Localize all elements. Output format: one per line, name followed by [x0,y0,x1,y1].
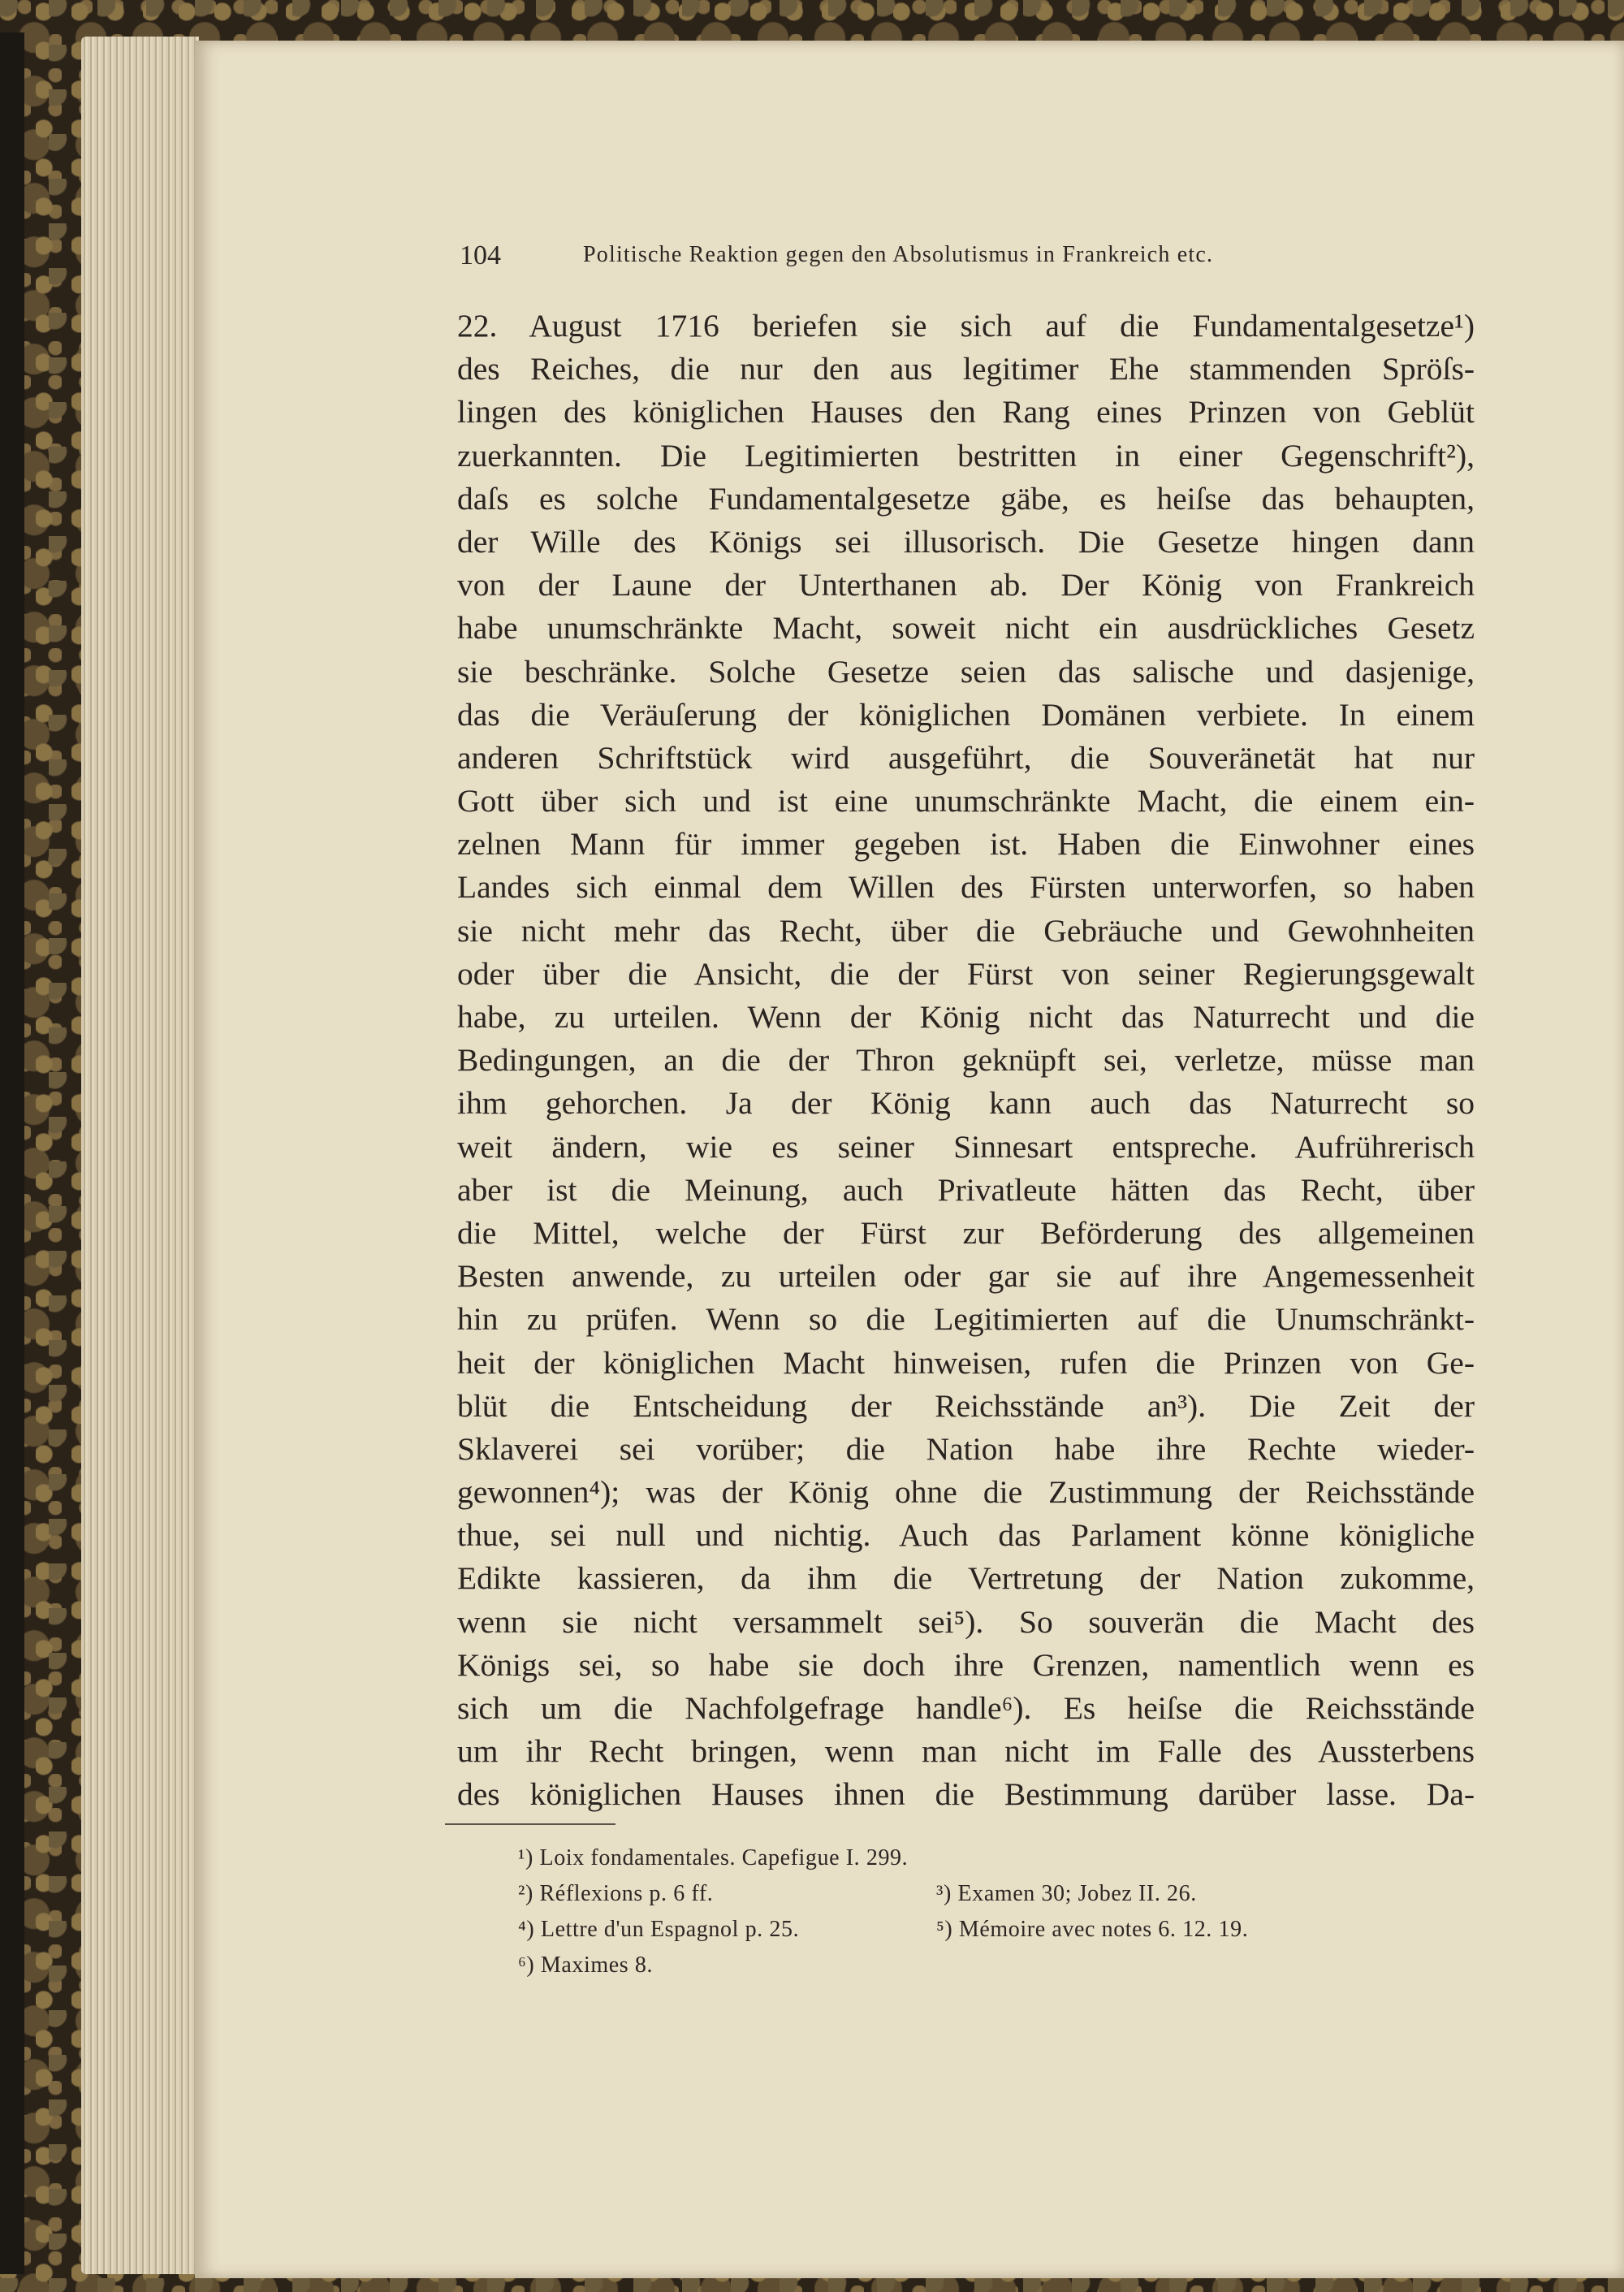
text-line: anderen Schriftstück wird ausgeführt, die Souveränetät hat nur [457,739,1475,776]
text-line: zuerkannten. Die Legitimierten bestritten in einer Gegenschrift²), [457,437,1475,474]
text-line: ihm gehorchen. Ja der König kann auch das Naturrecht so [457,1085,1475,1122]
text-line: Besten anwende, zu urteilen oder gar sie auf ihre Angemessenheit [457,1258,1475,1295]
footnote-row [518,1912,1411,1948]
footnote-row [518,1948,1411,1983]
text-line: daſs es solche Fundamentalgesetze gäbe, es heiſse das behaupten, [457,480,1475,517]
page-number: 104 [460,240,501,270]
footnote-1: ¹) Loix fondamentales. Capefigue I. 299. [518,1845,909,1870]
text-line: habe unumschränkte Macht, soweit nicht ein ausdrückliches Gesetz [457,610,1475,647]
text-line: Bedingungen, an die der Thron geknüpft sei, verletze, müsse man [457,1042,1475,1079]
footnote-row [518,1840,1411,1876]
text-line: Landes sich einmal dem Willen des Fürsten unterworfen, so haben [457,869,1475,906]
text-line: Sklaverei sei vorüber; die Nation habe ihre Rechte wieder- [457,1430,1475,1467]
text-line: Königs sei, so habe sie doch ihre Grenzen, namentlich wenn es [457,1646,1475,1683]
text-line: des königlichen Hauses ihnen die Bestimmung darüber lasse. Da- [457,1776,1475,1813]
running-head [460,237,1353,275]
text-line: lingen des königlichen Hauses den Rang eines Prinzen von Geblüt [457,394,1475,430]
book-spine-edge [0,32,24,2274]
text-line: weit ändern, wie es seiner Sinnesart entspreche. Aufrührerisch [457,1128,1475,1165]
text-line: sie nicht mehr das Recht, über die Gebräuche und Gewohnheiten [457,912,1475,949]
text-line: die Mittel, welche der Fürst zur Beförderung des allgemeinen [457,1214,1475,1251]
running-title: Politische Reaktion gegen den Absolutismus in Frankreich etc. [583,242,1214,267]
text-line: sich um die Nachfolgefrage handle⁶). Es heiſse die Reichsstände [457,1690,1475,1726]
text-line: gewonnen⁴); was der König ohne die Zustimmung der Reichsstände [457,1474,1475,1511]
footnote-rule [445,1823,615,1825]
text-line: wenn sie nicht versammelt sei⁵). So souverän die Macht des [457,1603,1475,1640]
text-line: 22. August 1716 beriefen sie sich auf die Fundamentalgesetze¹) [457,308,1475,344]
footnote-4: ⁴) Lettre d'un Espagnol p. 25. [518,1917,800,1942]
footnotes [518,1840,1411,1983]
text-line: des Reiches, die nur den aus legitimer Ehe stammenden Spröſs- [457,351,1475,387]
main-text [457,305,1475,1817]
text-line: der Wille des Königs sei illusorisch. Die Gesetze hingen dann [457,523,1475,560]
page-stack-edge [81,37,199,2274]
text-line: sie beschränke. Solche Gesetze seien das salische und dasjenige, [457,653,1475,690]
text-line: oder über die Ansicht, die der Fürst von seiner Regierungsgewalt [457,955,1475,992]
text-line: blüt die Entscheidung der Reichsstände an³). Die Zeit der [457,1387,1475,1424]
text-line: habe, zu urteilen. Wenn der König nicht das Naturrecht und die [457,999,1475,1035]
text-line: Gott über sich und ist eine unumschränkte Macht, die einem ein- [457,783,1475,819]
text-line: thue, sei null und nichtig. Auch das Parlament könne königliche [457,1517,1475,1554]
text-line: um ihr Recht bringen, wenn man nicht im Falle des Aussterbens [457,1733,1475,1770]
footnote-row [518,1876,1411,1912]
footnote-3: ³) Examen 30; Jobez II. 26. [936,1881,1197,1906]
text-line: heit der königlichen Macht hinweisen, rufen die Prinzen von Ge- [457,1344,1475,1381]
text-line: von der Laune der Unterthanen ab. Der König von Frankreich [457,567,1475,603]
footnote-2: ²) Réflexions p. 6 ff. [518,1881,714,1906]
text-line: zelnen Mann für immer gegeben ist. Haben die Einwohner eines [457,826,1475,863]
text-line: das die Veräuſerung der königlichen Domänen verbiete. In einem [457,696,1475,733]
footnote-6: ⁶) Maximes 8. [518,1953,654,1978]
text-line: Edikte kassieren, da ihm die Vertretung der Nation zukomme, [457,1560,1475,1597]
footnote-5: ⁵) Mémoire avec notes 6. 12. 19. [936,1917,1249,1942]
text-line: aber ist die Meinung, auch Privatleute hätten das Recht, über [457,1171,1475,1208]
text-line: hin zu prüfen. Wenn so die Legitimierten auf die Unumschränkt- [457,1301,1475,1338]
